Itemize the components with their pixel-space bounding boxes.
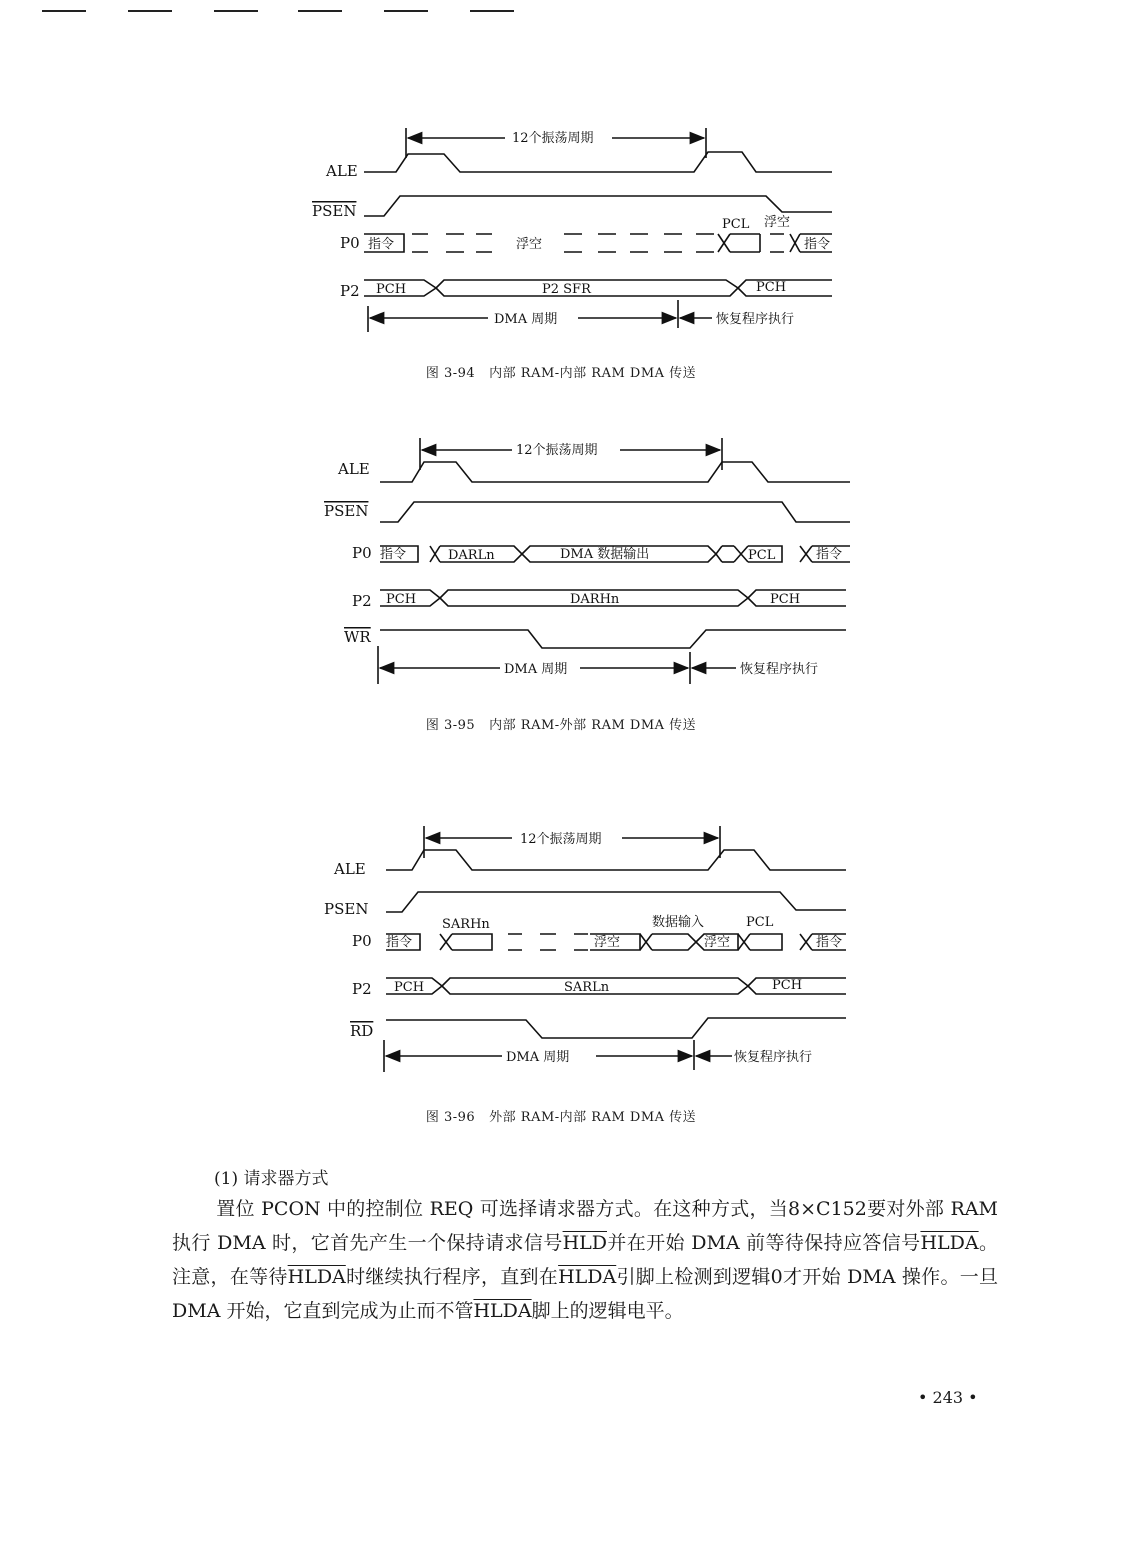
p0-float-mid: 浮空 xyxy=(516,237,543,252)
resume-label: 恢复程序执行 xyxy=(740,662,819,677)
signal-p2: P2 xyxy=(352,980,372,998)
signal-ale: ALE xyxy=(334,860,366,878)
signal-wr: WR xyxy=(344,628,371,646)
p0-data-out: DMA 数据输出 xyxy=(560,547,650,562)
p2-pch-right: PCH xyxy=(770,592,801,607)
p2-pch-right: PCH xyxy=(756,280,787,295)
p2-pch-left: PCH xyxy=(386,592,417,607)
paragraph-text: 并在开始 DMA 前等待保持应答信号 xyxy=(607,1232,921,1254)
signal-p2: P2 xyxy=(340,282,360,300)
timing-diagram-3-96 xyxy=(0,818,1122,1078)
p0-instr-right: 指令 xyxy=(816,547,843,562)
figure-caption xyxy=(0,714,1122,733)
p2-pch-left: PCH xyxy=(376,282,407,297)
p0-instr-left: 指令 xyxy=(368,237,395,252)
signal-hlda: HLDA xyxy=(473,1300,532,1322)
timing-diagram-3-94 xyxy=(0,120,1122,350)
signal-ale: ALE xyxy=(338,460,370,478)
dma-period-label: DMA 周期 xyxy=(504,662,568,677)
dma-period-label: DMA 周期 xyxy=(506,1050,570,1065)
caption-number: 图 3-94 xyxy=(425,366,476,381)
signal-psen: PSEN xyxy=(324,502,369,520)
signal-p0: P0 xyxy=(340,234,360,252)
body-paragraph xyxy=(172,1192,998,1328)
p0-pcl: PCL xyxy=(746,915,774,930)
dma-period-label: DMA 周期 xyxy=(494,312,558,327)
signal-p0: P0 xyxy=(352,932,372,950)
signal-hld: $\overline{HLD}$ xyxy=(562,1232,607,1254)
period-label: 12个振荡周期 xyxy=(512,131,594,146)
p0-float-b: 浮空 xyxy=(704,935,731,950)
signal-ale: ALE xyxy=(326,162,358,180)
p2-pch-left: PCH xyxy=(394,980,425,995)
p2-middle: P2 SFR xyxy=(542,282,591,297)
p2-middle: DARHn xyxy=(570,592,620,607)
period-label: 12个振荡周期 xyxy=(520,832,602,847)
paragraph-text: 置位 PCON 中的控制位 REQ 可选择请求器方式。在这种方式，当8×C152要对外部 RAM 执行 DMA 时，它首先产生一个保持请求信号 xyxy=(172,1198,998,1254)
caption-title: 内部 RAM-内部 RAM DMA 传送 xyxy=(489,366,697,381)
p0-pcl: PCL xyxy=(722,217,750,232)
signal-psen: PSEN xyxy=(324,900,369,918)
p2-middle: SARLn xyxy=(564,980,610,995)
top-rule xyxy=(298,10,342,12)
figure-caption xyxy=(0,1106,1122,1125)
signal-rd: RD xyxy=(350,1022,374,1040)
p0-float-a: 浮空 xyxy=(594,935,621,950)
signal-p0: P0 xyxy=(352,544,372,562)
paragraph-text: 时继续执行程序，直到在 xyxy=(345,1266,559,1288)
p0-instr-right: 指令 xyxy=(816,935,843,950)
paragraph-text: 脚上的逻辑电平。 xyxy=(531,1300,684,1322)
top-rule xyxy=(384,10,428,12)
p0-instr-left: 指令 xyxy=(386,935,413,950)
caption-number: 图 3-96 xyxy=(425,1110,476,1125)
caption-number: 图 3-95 xyxy=(425,718,476,733)
caption-title: 外部 RAM-内部 RAM DMA 传送 xyxy=(489,1110,697,1125)
p0-darl: DARLn xyxy=(448,548,495,563)
resume-label: 恢复程序执行 xyxy=(716,312,795,327)
p0-sarh: SARHn xyxy=(442,917,490,932)
p0-pcl: PCL xyxy=(748,548,776,563)
top-rule xyxy=(470,10,514,12)
period-label: 12个振荡周期 xyxy=(516,443,598,458)
signal-psen: PSEN xyxy=(312,202,357,220)
page-number: • 243 • xyxy=(918,1388,978,1407)
p0-data-in: 数据输入 xyxy=(652,915,705,930)
resume-label: 恢复程序执行 xyxy=(734,1050,813,1065)
signal-hlda: HLDA xyxy=(287,1266,346,1288)
signal-hlda: HLDA xyxy=(920,1232,979,1254)
caption-title: 内部 RAM-外部 RAM DMA 传送 xyxy=(489,718,697,733)
top-rule xyxy=(42,10,86,12)
timing-diagram-3-95 xyxy=(0,430,1122,690)
signal-p2: P2 xyxy=(352,592,372,610)
paragraph-text: 引脚上检测到逻辑0才开始 DMA 操作。一旦 DMA 开始，它直到完成为止而不管 xyxy=(172,1266,998,1322)
p0-float-right: 浮空 xyxy=(764,215,791,230)
p2-pch-right: PCH xyxy=(772,978,803,993)
section-heading: (1) 请求器方式 xyxy=(214,1169,329,1189)
top-rule xyxy=(214,10,258,12)
top-rule xyxy=(128,10,172,12)
signal-hlda: HLDA xyxy=(558,1266,617,1288)
paragraph-text: 。注意，在等待 xyxy=(172,1232,998,1288)
p0-instr-left: 指令 xyxy=(380,547,407,562)
p0-instr-right: 指令 xyxy=(804,237,831,252)
figure-caption xyxy=(0,362,1122,381)
